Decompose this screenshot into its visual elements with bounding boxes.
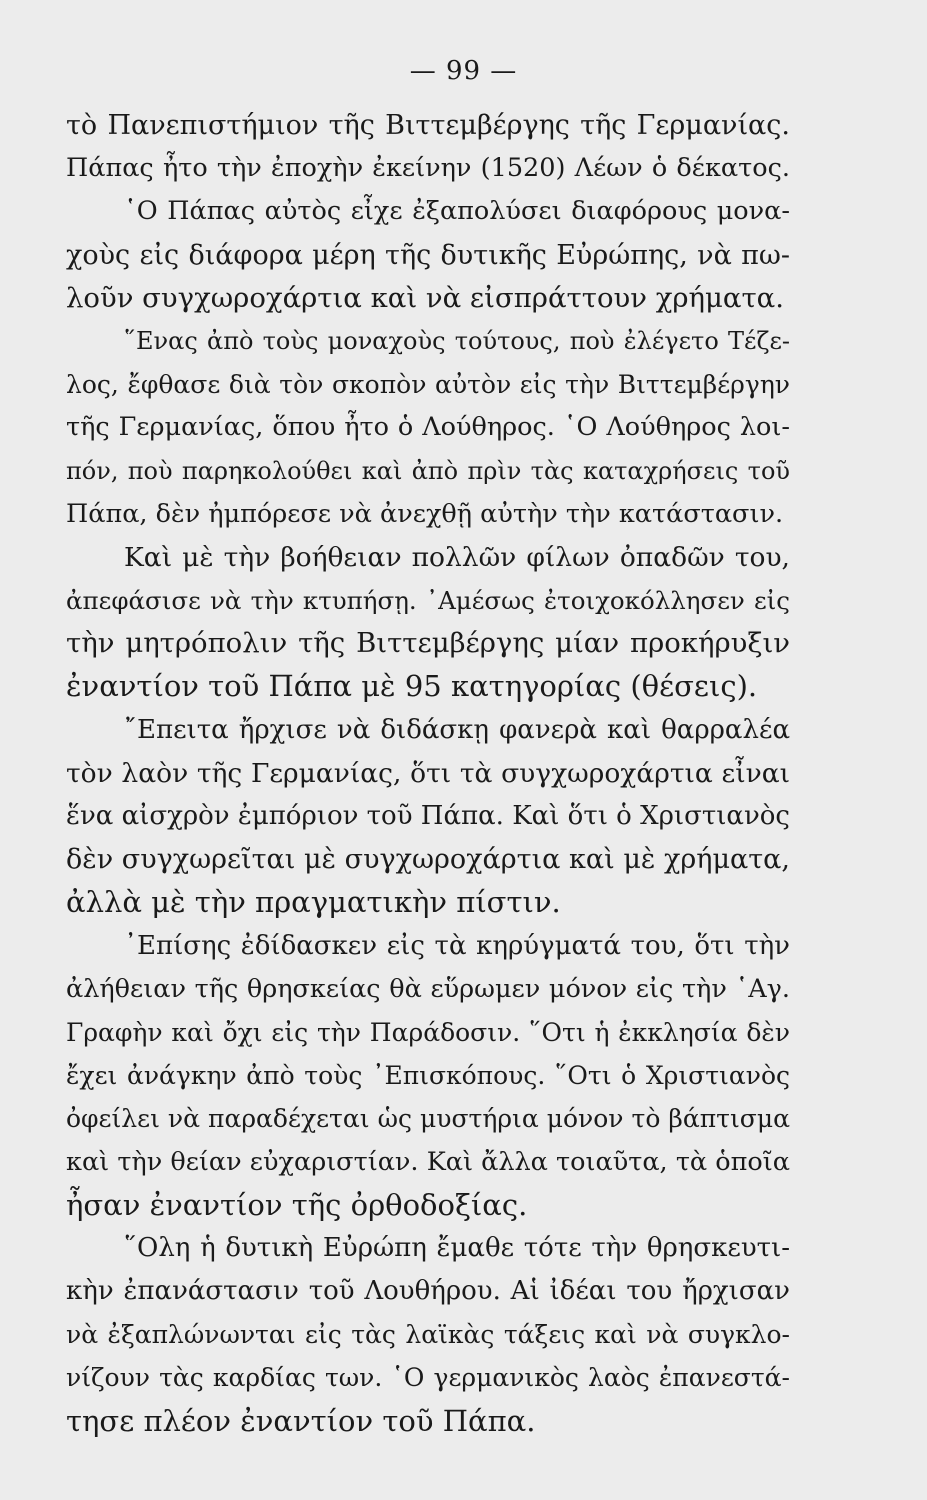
text-line: ῞Ολη ἡ δυτικὴ Εὐρώπη ἔμαθε τότε τὴν θρησκευτι- (124, 1232, 790, 1263)
text-line: λος, ἔφθασε διὰ τὸν σκοπὸν αὐτὸν εἰς τὴν Βιττεμβέργην (66, 370, 790, 400)
text-line: πόν, ποὺ παρηκολούθει καὶ ἀπὸ πρὶν τὰς καταχρήσεις τοῦ (66, 456, 790, 485)
text-line: ὀφείλει νὰ παραδέχεται ὡς μυστήρια μόνον τὸ βάπτισμα (66, 1104, 790, 1134)
text-line: τῆς Γερμανίας, ὅπου ἦτο ὁ Λούθηρος. ῾Ο Λούθηρος λοι- (66, 412, 790, 443)
text-line: ἔχει ἀνάγκην ἀπὸ τοὺς ᾿Επισκόπους. ῞Οτι ὁ Χριστιανὸς (66, 1061, 790, 1091)
text-line: Πάπας ἦτο τὴν ἐποχὴν ἐκείνην (1520) Λέων ὁ δέκατος. (66, 153, 790, 184)
text-line: Καὶ μὲ τὴν βοήθειαν πολλῶν φίλων ὀπαδῶν του, (124, 541, 790, 573)
text-line: τὸν λαὸν τῆς Γερμανίας, ὅτι τὰ συγχωροχάρτια εἶναι (66, 757, 790, 789)
text-line: ᾿Επίσης ἐδίδασκεν εἰς τὰ κηρύγματά του, ὅτι τὴν (124, 930, 790, 961)
text-line: καὶ τὴν θείαν εὐχαριστίαν. Καὶ ἄλλα τοιαῦτα, τὰ ὁποῖα (66, 1146, 790, 1177)
body-text (66, 104, 790, 1443)
text-line: τὴν μητρόπολιν τῆς Βιττεμβέργης μίαν προκήρυξιν (66, 627, 790, 660)
text-line: ῞Ενας ἀπὸ τοὺς μοναχοὺς τούτους, ποὺ ἐλέγετο Τέζε- (124, 326, 790, 355)
text-line: τὸ Πανεπιστήμιον τῆς Βιττεμβέργης τῆς Γερμανίας. (66, 110, 790, 141)
text-line: χοὺς εἰς διάφορα μέρη τῆς δυτικῆς Εὐρώπης, νὰ πω- (66, 239, 790, 271)
text-line: ἦσαν ἐναντίον τῆς ὀρθοδοξίας. (66, 1187, 528, 1222)
page-number: — 99 — (409, 56, 518, 86)
text-line: Γραφὴν καὶ ὄχι εἰς τὴν Παράδοσιν. ῞Οτι ἡ ἐκκλησία δὲν (66, 1017, 790, 1047)
text-line: ἕνα αἰσχρὸν ἐμπόριον τοῦ Πάπα. Καὶ ὅτι ὁ Χριστιανὸς (66, 801, 790, 831)
text-line: κὴν ἐπανάστασιν τοῦ Λουθήρου. Αἱ ἰδέαι του ἤρχισαν (66, 1276, 790, 1307)
text-line: τησε πλέον ἐναντίον τοῦ Πάπα. (66, 1403, 536, 1438)
text-line: Πάπα, δὲν ἠμπόρεσε νὰ ἀνεχθῇ αὐτὴν τὴν κατάστασιν. (66, 498, 784, 529)
text-line: ἐναντίον τοῦ Πάπα μὲ 95 κατηγορίας (θέσεις). (66, 669, 758, 704)
text-line: ἀπεφάσισε νὰ τὴν κτυπήσῃ. ᾿Αμέσως ἐτοιχοκόλλησεν εἰς (66, 586, 790, 616)
text-line: δὲν συγχωρεῖται μὲ συγχωροχάρτια καὶ μὲ χρήματα, (66, 844, 790, 876)
text-line: νίζουν τὰς καρδίας των. ῾Ο γερμανικὸς λαὸς ἐπανεστά- (66, 1363, 790, 1393)
text-line: ῾Ο Πάπας αὐτὸς εἶχε ἐξαπολύσει διαφόρους μονα- (124, 196, 790, 227)
text-line: ἀλήθειαν τῆς θρησκείας θὰ εὕρωμεν μόνον εἰς τὴν ῾Αγ. (66, 973, 790, 1004)
text-line: νὰ ἐξαπλώνωνται εἰς τὰς λαϊκὰς τάξεις καὶ νὰ συγκλο- (66, 1320, 790, 1350)
text-line: λοῦν συγχωροχάρτια καὶ νὰ εἰσπράττουν χρήματα. (66, 281, 784, 314)
text-line: ῎Επειτα ἤρχισε νὰ διδάσκῃ φανερὰ καὶ θαρραλέα (124, 714, 790, 745)
text-line: ἀλλὰ μὲ τὴν πραγματικὴν πίστιν. (66, 885, 561, 920)
